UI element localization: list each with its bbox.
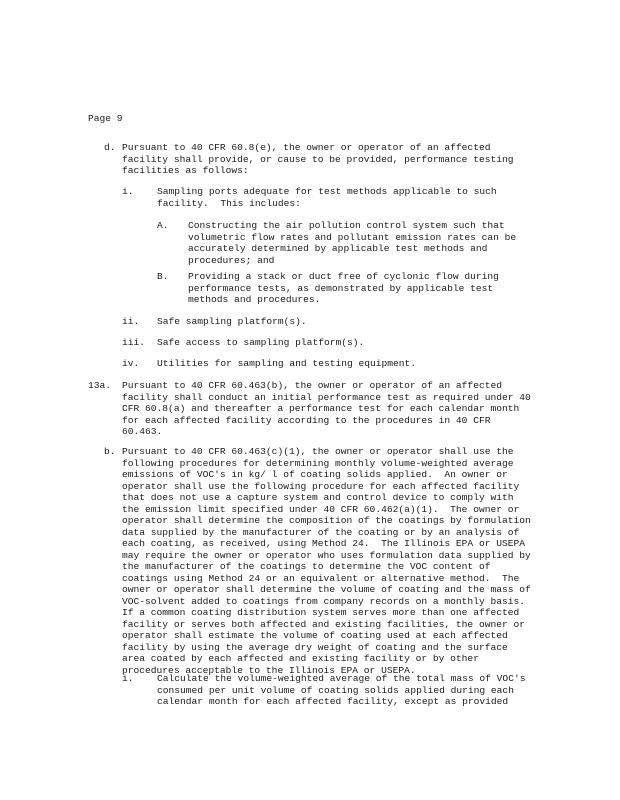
text-line: facility. This includes: [157, 197, 301, 209]
text-line: data supplied by the manufacturer of the coating or by an analysis of [122, 526, 520, 538]
text-line: for each affected facility according to the procedures in 40 CFR [122, 414, 491, 426]
item-d-i-a-label: A. [157, 220, 169, 231]
text-line: Sampling ports adequate for test methods applicable to such [157, 186, 497, 197]
text-line: calendar month for each affected facility, except as provided [157, 696, 509, 707]
text-line: consumed per unit volume of coating solids applied during each [157, 684, 514, 696]
item-d-i-b-label: B. [157, 271, 169, 282]
text-line: may require the owner or operator who uses formulation data supplied by [122, 549, 531, 561]
text-line: facility by using the average dry weight of coating and the surface [122, 641, 508, 653]
text-line: Calculate the volume-weighted average of the total mass of VOC's [157, 673, 526, 684]
text-line: Pursuant to 40 CFR 60.8(e), the owner or operator of an affected [122, 142, 491, 153]
text-line: coatings using Method 24 or an equivalent or alternative method. The [122, 572, 520, 584]
text-line: owner or operator shall determine the volume of coating and the mass of [122, 584, 531, 595]
text-line: operator shall estimate the volume of coating used at each affected [122, 630, 508, 641]
item-d-i-text [157, 186, 497, 209]
text-line: VOC-solvent added to coatings from company records on a monthly basis. [122, 595, 526, 607]
text-line: Providing a stack or duct free of cyclonic flow during [188, 271, 499, 282]
text-line: facility or serves both affected and existing facilities, the owner or [122, 618, 526, 630]
item-d-iii-label: iii. [122, 337, 146, 348]
text-line: Pursuant to 40 CFR 60.463(c)(1), the owner or operator shall use the [122, 446, 514, 457]
text-line: the manufacturer of the coatings to determine the VOC content of [122, 561, 491, 572]
text-line: operator shall use the following procedure for each affected facility [122, 480, 520, 492]
text-line: each coating, as received, using Method 24. The Illinois EPA or USEPA [122, 538, 526, 549]
item-13a-text [122, 380, 531, 438]
text-line: operator shall determine the composition of the coatings by formulation [122, 515, 531, 526]
item-d-ii-label: ii. [122, 316, 140, 327]
text-line: that does not use a capture system and control device to comply with [122, 492, 514, 503]
item-b-text [122, 446, 531, 676]
text-line: facilities as follows: [122, 165, 249, 176]
text-line: facility shall provide, or cause to be provided, performance testing [122, 153, 514, 165]
item-d-iv-text: Utilities for sampling and testing equipment. [157, 358, 417, 369]
item-d-text [122, 142, 514, 177]
item-d-iv-label: iv. [122, 358, 140, 369]
text-line: Constructing the air pollution control system such that [188, 220, 505, 231]
item-d-i-label: i. [122, 186, 134, 197]
item-d-i-b-text [188, 271, 499, 306]
text-line: emissions of VOC's in kg/ l of coating solids applied. An owner or [122, 469, 508, 480]
item-d-ii-text: Safe sampling platform(s). [157, 316, 307, 327]
text-line: 60.463. [122, 426, 163, 437]
text-line: Pursuant to 40 CFR 60.463(b), the owner or operator of an affected [122, 380, 502, 391]
text-line: the emission limit specified under 40 CFR 60.462(a)(1). The owner or [122, 503, 520, 515]
text-line: performance tests, as demonstrated by applicable test [188, 282, 494, 294]
page-number: Page 9 [88, 113, 123, 124]
item-d-i-a-text [188, 220, 516, 266]
item-d-iii-text: Safe access to sampling platform(s). [157, 337, 365, 348]
text-line: If a common coating distribution system serves more than one affected [122, 607, 520, 618]
text-line: following procedures for determining monthly volume-weighted average [122, 457, 514, 469]
text-line: procedures acceptable to the Illinois EPA or USEPA. [122, 664, 416, 676]
text-line: accurately determined by applicable test methods and [188, 243, 488, 254]
text-line: methods and procedures. [188, 294, 321, 305]
item-d-label: d. [104, 142, 116, 153]
item-13a-label: 13a. [88, 380, 112, 391]
text-line: CFR 60.8(a) and thereafter a performance test for each calendar month [122, 403, 520, 414]
text-line: volumetric flow rates and pollutant emission rates can be [188, 231, 517, 243]
item-b-i-text [157, 673, 525, 708]
item-b-label: b. [104, 446, 116, 457]
text-line: area coated by each affected and existing facility or by other [122, 653, 479, 664]
text-line: facility shall conduct an initial performance test as required under 40 [122, 391, 531, 403]
text-line: procedures; and [188, 254, 275, 266]
item-b-i-label: i. [122, 673, 134, 684]
